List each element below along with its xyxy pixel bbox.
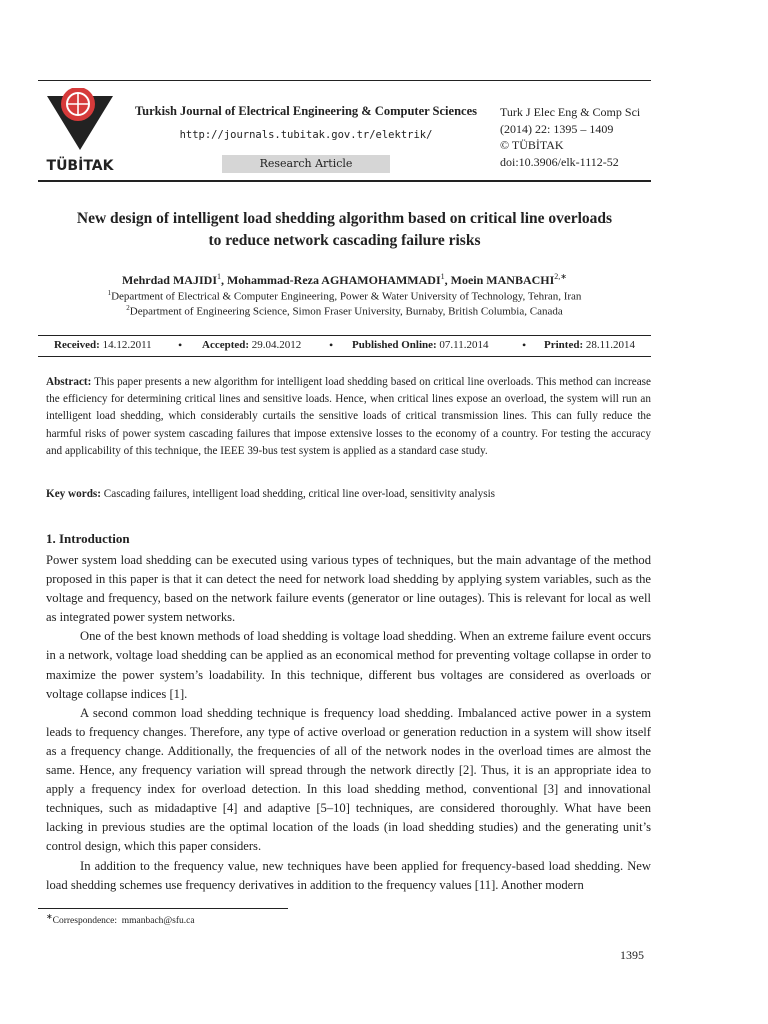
bullet: • xyxy=(522,338,527,352)
affiliation-text: Department of Engineering Science, Simon Fraser University, Burnaby, British Columbia, Canada xyxy=(129,305,563,318)
paragraph: In addition to the frequency value, new techniques have been applied for frequency-based load shedding. New load shedding schemes use frequency derivatives in addition to the frequency values [11]. Another modern xyxy=(46,858,651,892)
affiliation-text: Department of Electrical & Computer Engineering, Power & Water University of Technology, Tehran, Iran xyxy=(111,290,582,303)
author-list: Mehrdad MAJIDI$^1$, Mohammad-Reza AGHAMOHAMMADI$^1$, Moein $MANBACHI^{2,∗}$ xyxy=(121,272,567,287)
bullet: • xyxy=(329,338,334,352)
paragraph: One of the best known methods of load shedding is voltage load shedding. When an extreme failure event occurs in a network, voltage load shedding can be applied as an economical method for preventing voltage collapse in order to maximize the power system’s loadability. In this technique, different bus voltages are considered as overloads or voltage collapse indices [1]. xyxy=(46,629,651,701)
article-type-badge: Research Article xyxy=(222,155,390,173)
citation-journal: Turk J Elec Eng & Comp Sci xyxy=(500,105,641,119)
top-rule xyxy=(38,80,651,81)
affiliation xyxy=(38,304,651,318)
affiliation-sup: 2 xyxy=(126,304,130,312)
published-date: Published Online: 07.11.2014 xyxy=(352,339,489,351)
article-dates xyxy=(38,336,651,356)
author-sup: 1 xyxy=(216,272,221,281)
journal-header xyxy=(120,104,492,141)
body-text xyxy=(46,551,651,895)
paragraph: Power system load shedding can be executed using various types of techniques, but the main advantage of the method proposed in this paper is that it can detect the need for network load shedding by applying system variables, such as the voltage and frequency, based on the network failure events (generator or line outages). This is relevant for local as well as integrated power system networks. xyxy=(46,553,651,625)
keywords-text: Cascading failures, intelligent load shedding, critical line over-load, sensitivity analysis xyxy=(103,488,496,500)
keywords-label: Key words: xyxy=(46,488,101,500)
abstract xyxy=(46,374,651,460)
title-line-2: to reduce network cascading failure risks xyxy=(208,232,481,249)
author-name: Moein MANBACHI xyxy=(450,273,555,287)
dates-bottom-rule xyxy=(38,356,651,357)
bullet: • xyxy=(178,338,183,352)
header-bottom-rule xyxy=(38,180,651,182)
footnote-label: Correspondence: xyxy=(52,916,117,927)
footnote-sup: ∗ xyxy=(46,912,53,921)
abstract-label: Abstract: xyxy=(46,376,92,388)
citation-volume: (2014) 22: 1395 – 1409 xyxy=(500,121,614,136)
journal-url[interactable]: http://journals.tubitak.gov.tr/elektrik/ xyxy=(179,129,433,141)
accepted-date: Accepted: 29.04.2012 xyxy=(202,339,302,351)
received-date: Received: 14.12.2011 xyxy=(54,339,152,351)
page-number: 1395 xyxy=(620,948,644,962)
printed-date: Printed: 28.11.2014 xyxy=(544,339,635,351)
author-name: Mehrdad MAJIDI xyxy=(121,273,217,287)
affiliation-sup: 1 xyxy=(107,289,112,297)
tubitak-logo xyxy=(45,88,115,174)
paper-title xyxy=(38,208,651,252)
footnote-rule xyxy=(38,908,288,909)
affiliation xyxy=(38,289,651,303)
author-sup: 1 xyxy=(440,272,445,281)
tubitak-logo-icon xyxy=(45,88,115,174)
journal-name: Turkish Journal of Electrical Engineering & Computer Sciences xyxy=(134,104,477,118)
citation-doi[interactable]: doi:10.3906/elk-1112-52 xyxy=(500,154,619,169)
footnote xyxy=(46,912,195,926)
keywords xyxy=(46,488,651,500)
abstract-text: This paper presents a new algorithm for intelligent load shedding based on critical line overloads. This method can increase the efficiency for determining critical lines and sensitive loads. Hence, when critical lines expose an overload, the system will run an intelligent load shedding, which considerably curtails the sensitive loads of critical transmission lines. This can fully reduce the harmful risks of power system cascading failures that impose extensive losses to the economy of a country. For testing the accuracy and applicability of this technique, the IEEE 39-bus test system is applied as a standard case study. xyxy=(46,376,651,457)
section-heading: 1. Introduction xyxy=(46,531,130,546)
svg-text:TÜBİTAK: TÜBİTAK xyxy=(46,158,114,174)
correspondence-email[interactable]: mmanbach@sfu.ca xyxy=(121,916,195,927)
citation-block xyxy=(500,104,640,170)
author-sup: 2,∗ xyxy=(554,272,567,281)
author-name: Mohammad-Reza AGHAMOHAMMADI xyxy=(226,273,441,287)
paragraph: A second common load shedding technique is frequency load shedding. Imbalanced active power in a system leads to frequency changes. Therefore, any type of active overload or generation reduction in a system will show itself as a frequency change. Additionally, the frequencies of all of the network nodes in the overload times are almost the same. Hence, any frequency variation will spread through the network directly [2]. Thus, it is an appropriate idea to apply a frequency index for overload detection. In this load shedding method, conventional [3] and innovational techniques, such as midadaptive [4] and adaptive [5–10] techniques, are considered thoroughly. What have been lacking in previous studies are the optimal location of the loads (in load shedding studies) and the generating unit’s control design, which this paper considers. xyxy=(46,705,651,854)
citation-copyright: © TÜBİTAK xyxy=(500,138,564,152)
title-line-1: New design of intelligent load shedding algorithm based on critical line overloads xyxy=(76,210,613,227)
